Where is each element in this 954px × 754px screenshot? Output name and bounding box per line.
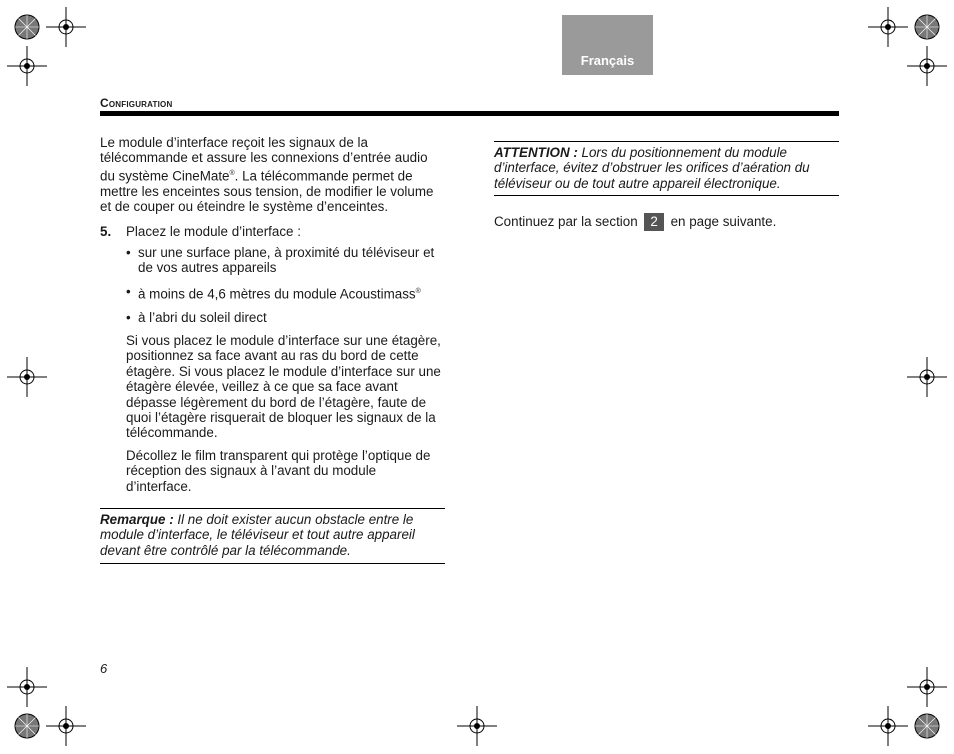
intro-paragraph: Le module d’interface reçoit les signaux de la télécommande et assure les connexions d’entrée audio du système CineMate®. La télécommande permet de mettre les enceintes sous tension, de modifier le volume et de couper ou éteindre le système d’enceintes. [100, 135, 434, 215]
shelf-paragraph: Si vous placez le module d’interface sur une étagère, positionnez sa face avant au ras du bord de cette étagère. Si vous placez le module d’interface sur une étagère élevée, veillez à ce que sa face avant dépasse légèrement du bord de l’étagère, faute de quoi l’étagère risquerait de bloquer les signaux de la télécommande. [126, 333, 441, 441]
registration-mark-icon [7, 46, 47, 86]
bullet-icon: • [126, 309, 131, 325]
note-lead: Remarque : [100, 512, 174, 528]
section-title: Configuration [100, 96, 173, 110]
registration-mark-icon [915, 714, 939, 738]
registration-mark-icon [7, 357, 47, 397]
film-paragraph: Décollez le film transparent qui protège l’optique de réception des signaux à l’avant du module d’interface. [126, 447, 431, 494]
continue-paragraph: Continuez par la section 2 en page suivante. [494, 214, 777, 230]
language-tab-label: Français [580, 53, 635, 68]
page-number: 6 [100, 661, 108, 676]
list-item: • à moins de 4,6 mètres du module Acoustimass® [126, 283, 421, 302]
step-text: Placez le module d’interface : [126, 223, 301, 239]
registration-mark-icon [907, 46, 947, 86]
caution-text: Lors du positionnement du module d’interface, évitez d’obstruer les orifices d’aération du téléviseur ou de tout autre appareil électronique. [494, 145, 810, 191]
registration-mark-icon [907, 357, 947, 397]
registration-mark-icon [457, 706, 497, 746]
list-item: • sur une surface plane, à proximité du téléviseur et de vos autres appareils [126, 244, 435, 276]
list-item: • à l’abri du soleil direct [126, 309, 267, 325]
registration-mark-icon [868, 7, 908, 47]
note-text: Il ne doit exister aucun obstacle entre le module d’interface, le téléviseur et tout autre appareil devant être contrôlé par la télécommande. [100, 512, 415, 558]
bullet-icon: • [126, 283, 131, 299]
caution-lead: ATTENTION : [494, 145, 578, 160]
registration-mark-icon [46, 706, 86, 746]
registration-mark-icon [915, 15, 939, 39]
registration-mark-icon [907, 667, 947, 707]
registration-mark-icon [15, 714, 39, 738]
bullet-icon: • [126, 244, 131, 260]
section-link[interactable]: 2 [644, 213, 663, 231]
registration-mark-icon [868, 706, 908, 746]
step-number: 5. [100, 223, 112, 239]
registration-mark-icon [46, 7, 86, 47]
registration-mark-icon [7, 667, 47, 707]
registration-mark-icon [15, 15, 39, 39]
